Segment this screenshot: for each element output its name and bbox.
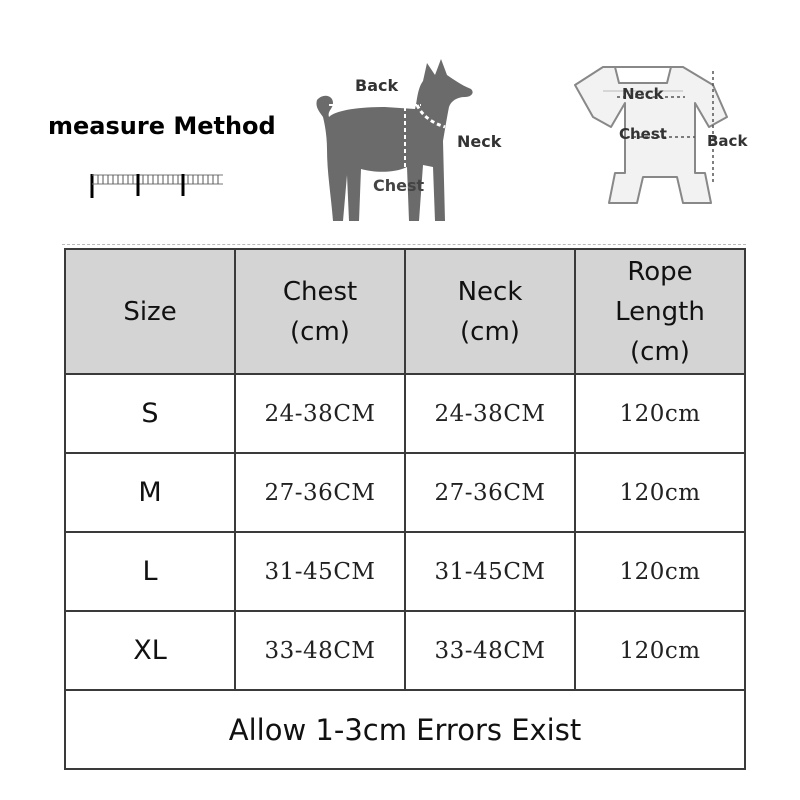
neck-cell: 27-36CM [405, 453, 575, 532]
table-footer-row [65, 690, 745, 769]
garment-neck-label: Neck [622, 85, 664, 103]
ruler-icon [90, 168, 225, 200]
table-header-row [65, 249, 745, 374]
header-rope-length: Rope Length (cm) [575, 249, 745, 374]
garment-back-label: Back [707, 132, 748, 150]
dog-back-label: Back [355, 76, 399, 95]
size-cell: S [65, 374, 235, 453]
size-cell: XL [65, 611, 235, 690]
header-neck: Neck (cm) [405, 249, 575, 374]
rope-length-cell: 120cm [575, 453, 745, 532]
neck-cell: 33-48CM [405, 611, 575, 690]
rope-length-cell: 120cm [575, 374, 745, 453]
chest-cell: 27-36CM [235, 453, 405, 532]
chest-cell: 31-45CM [235, 532, 405, 611]
neck-cell: 31-45CM [405, 532, 575, 611]
table-row [65, 611, 745, 690]
size-chart-table [64, 248, 746, 770]
chest-cell: 24-38CM [235, 374, 405, 453]
size-cell: M [65, 453, 235, 532]
dog-chest-label: Chest [373, 176, 425, 195]
garment-chest-label: Chest [619, 125, 667, 143]
divider [62, 244, 746, 245]
dog-neck-label: Neck [457, 132, 502, 151]
dog-measure-illustration [305, 45, 505, 230]
table-row [65, 453, 745, 532]
chest-cell: 33-48CM [235, 611, 405, 690]
measure-header [0, 0, 800, 240]
garment-measure-illustration [555, 55, 765, 225]
neck-cell: 24-38CM [405, 374, 575, 453]
errors-note: Allow 1-3cm Errors Exist [65, 690, 745, 769]
size-cell: L [65, 532, 235, 611]
table-row [65, 374, 745, 453]
table-row [65, 532, 745, 611]
measure-method-title: measure Method [48, 112, 276, 140]
header-chest: Chest (cm) [235, 249, 405, 374]
rope-length-cell: 120cm [575, 611, 745, 690]
header-size: Size [65, 249, 235, 374]
rope-length-cell: 120cm [575, 532, 745, 611]
